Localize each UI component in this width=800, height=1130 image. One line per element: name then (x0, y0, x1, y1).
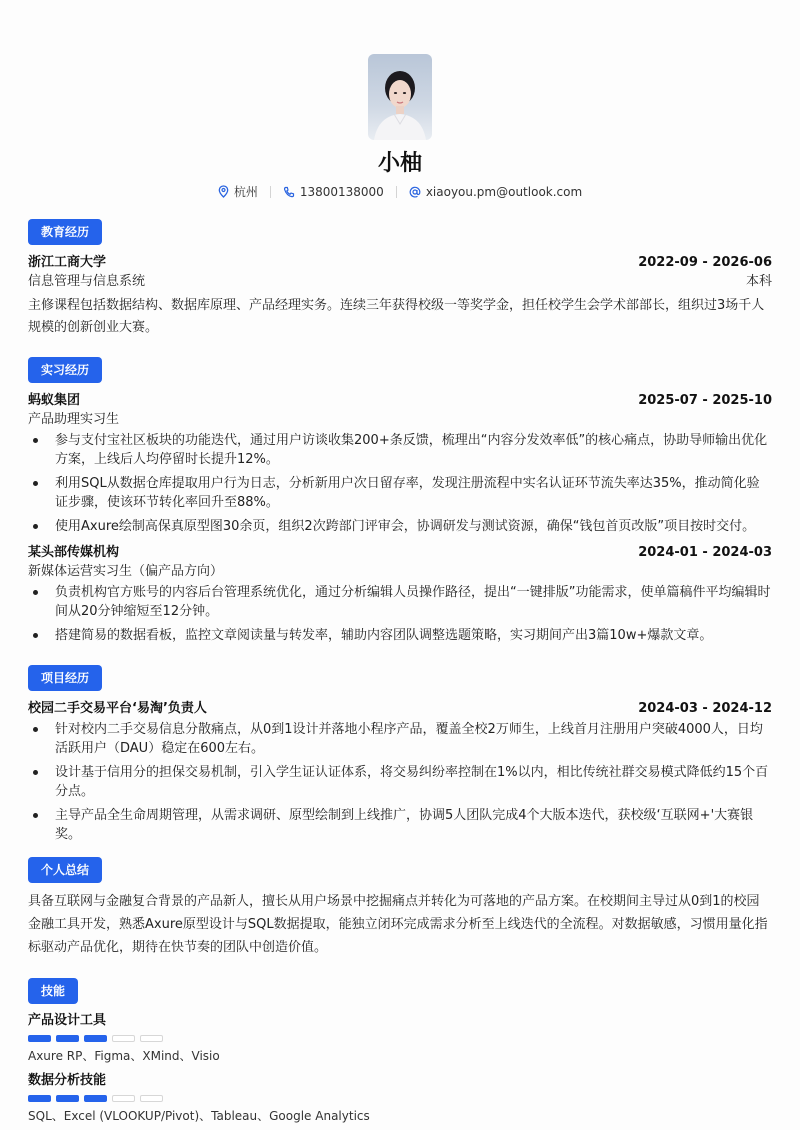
skill-detail: SQL、Excel (VLOOKUP/Pivot)、Tableau、Google Analytics (28, 1109, 370, 1123)
skill-detail: Axure RP、Figma、XMind、Visio (28, 1049, 220, 1063)
level-segment-filled (56, 1095, 79, 1102)
summary-text: 具备互联网与金融复合背景的产品新人，擅长从用户场景中挖掘痛点并转化为可落地的产品方案。在校期间主导过从0到1的校园金融工具开发，熟悉Axure原型设计与SQL数据提取，能独立闭环完成需求分析至上线迭代的全流程。对数据敏感，习惯用量化指标驱动产品优化，期待在快节奏的团队中创造价值。 (28, 894, 768, 955)
level-segment-filled (28, 1095, 51, 1102)
candidate-name: 小柚 (377, 151, 422, 176)
major: 信息管理与信息系统 (28, 274, 146, 289)
bullet-item: 设计基于信用分的担保交易机制，引入学生证认证体系，将交易纠纷率控制在1%以内，相比传统社群交易模式降低约15个百分点。 (28, 763, 772, 801)
bullet-list (28, 431, 772, 536)
education-description: 主修课程包括数据结构、数据库原理、产品经理实务。连续三年获得校级一等奖学金，担任校学生会学术部部长，组织过3场千人规模的创新创业大赛。 (28, 298, 765, 335)
internship-entry (28, 391, 772, 536)
location-text: 杭州 (233, 185, 258, 199)
bullet-item: 主导产品全生命周期管理，从需求调研、原型绘制到上线推广，协调5人团队完成4个大版本迭代，获校级‘互联网+'大赛银奖。 (28, 806, 772, 844)
bullet-item: 参与支付宝社区板块的功能迭代，通过用户访谈收集200+条反馈，梳理出“内容分发效率低”的核心痛点，协助导师输出优化方案，上线后人均停留时长提升12%。 (28, 431, 772, 469)
section-badge-internships: 实习经历 (28, 357, 102, 383)
degree: 本科 (745, 274, 772, 289)
divider (396, 186, 397, 198)
section-summary (28, 857, 772, 959)
section-badge-skills: 技能 (28, 978, 78, 1004)
bullet-item: 针对校内二手交易信息分散痛点，从0到1设计并落地小程序产品，覆盖全校2万师生，上线首月注册用户突破4000人，日均活跃用户（DAU）稳定在600左右。 (28, 720, 772, 758)
phone-text[interactable]: 13800138000 (299, 184, 384, 199)
level-segment-empty (112, 1035, 135, 1042)
skill-entry (28, 1072, 772, 1124)
level-segment-empty (140, 1035, 163, 1042)
project-title: 校园二手交易平台‘易淘’负责人 (28, 701, 207, 716)
level-segment-filled (84, 1035, 107, 1042)
education-header-row (28, 253, 772, 272)
section-badge-education: 教育经历 (28, 219, 102, 245)
email-text[interactable]: xiaoyou.pm@outlook.com (425, 184, 583, 199)
role: 新媒体运营实习生（偏产品方向） (28, 564, 224, 579)
level-segment-filled (56, 1035, 79, 1042)
education-sub-row (28, 272, 772, 291)
internship-header-row (28, 543, 772, 562)
level-segment-filled (84, 1095, 107, 1102)
skill-name: 数据分析技能 (28, 1073, 107, 1088)
bullet-item: 利用SQL从数据仓库提取用户行为日志，分析新用户次日留存率，发现注册流程中实名认证环节流失率达35%，推动简化验证步骤，使该环节转化率回升至88%。 (28, 474, 772, 512)
contact-location (218, 183, 258, 200)
company-name: 蚂蚁集团 (28, 393, 81, 408)
skill-name: 产品设计工具 (28, 1013, 107, 1028)
section-skills (28, 978, 772, 1124)
section-internships (28, 357, 772, 650)
skill-level-bar (28, 1095, 772, 1102)
bullet-item: 负责机构官方账号的内容后台管理系统优化，通过分析编辑人员操作路径，提出“一键排版”功能需求，使单篇稿件平均编辑时间从20分钟缩短至12分钟。 (28, 583, 772, 621)
bullet-item: 使用Axure绘制高保真原型图30余页，组织2次跨部门评审会，协调研发与测试资源，确保“钱包首页改版”项目按时交付。 (28, 517, 772, 536)
internship-header-row (28, 391, 772, 410)
email-icon (409, 186, 421, 198)
company-name: 某头部传媒机构 (28, 545, 120, 560)
project-date: 2024-03 - 2024-12 (638, 701, 772, 716)
level-segment-filled (28, 1035, 51, 1042)
internship-date: 2025-07 - 2025-10 (638, 393, 772, 408)
contact-email (409, 185, 582, 199)
level-segment-empty (140, 1095, 163, 1102)
location-icon (218, 185, 229, 198)
bullet-list (28, 583, 772, 645)
project-header-row (28, 699, 772, 718)
skill-level-bar (28, 1035, 772, 1042)
avatar (368, 54, 432, 140)
internship-date: 2024-01 - 2024-03 (638, 545, 772, 560)
role: 产品助理实习生 (28, 412, 120, 427)
internship-entry (28, 543, 772, 645)
phone-icon (283, 186, 295, 198)
level-segment-empty (112, 1095, 135, 1102)
contact-phone (283, 185, 384, 199)
section-projects (28, 665, 772, 849)
divider (270, 186, 271, 198)
section-education (28, 219, 772, 339)
section-badge-projects: 项目经历 (28, 665, 102, 691)
contact-bar (0, 183, 800, 200)
project-entry (28, 699, 772, 844)
skill-entry (28, 1012, 772, 1064)
bullet-item: 搭建简易的数据看板，监控文章阅读量与转发率，辅助内容团队调整选题策略，实习期间产出3篇10w+爆款文章。 (28, 626, 772, 645)
section-badge-summary: 个人总结 (28, 857, 102, 883)
school-name: 浙江工商大学 (28, 255, 107, 270)
education-date: 2022-09 - 2026-06 (638, 255, 772, 270)
bullet-list (28, 720, 772, 844)
